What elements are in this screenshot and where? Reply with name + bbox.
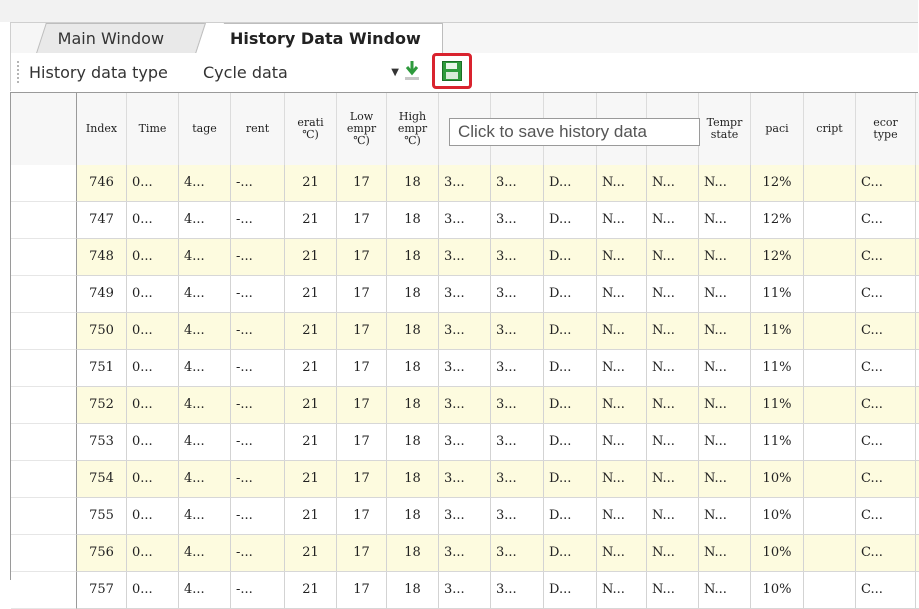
row-header[interactable] xyxy=(11,313,77,350)
table-cell xyxy=(804,202,856,238)
table-cell: 755 xyxy=(77,498,127,534)
row-cells xyxy=(77,461,919,498)
table-row[interactable] xyxy=(11,239,919,276)
row-header[interactable] xyxy=(11,424,77,461)
table-cell: 10% xyxy=(751,498,804,534)
table-cell: 3... xyxy=(491,498,544,534)
table-cell: D... xyxy=(544,239,597,275)
table-cell: 17 xyxy=(337,276,387,312)
table-cell: N... xyxy=(647,239,699,275)
table-cell: 0... xyxy=(127,202,179,238)
table-cell: D... xyxy=(544,572,597,608)
grid-corner xyxy=(11,93,77,165)
column-header[interactable]: erati ℃) xyxy=(285,93,337,165)
table-cell xyxy=(804,165,856,201)
table-cell: D... xyxy=(544,535,597,571)
table-cell: N... xyxy=(699,572,751,608)
table-cell: 3... xyxy=(491,572,544,608)
table-cell: 754 xyxy=(77,461,127,497)
table-cell: 0... xyxy=(127,387,179,423)
table-cell: 4... xyxy=(179,239,231,275)
save-button-highlight xyxy=(432,53,472,89)
table-cell: C... xyxy=(856,498,916,534)
table-cell: N... xyxy=(597,239,647,275)
table-cell: -... xyxy=(231,461,285,497)
history-data-type-value: Cycle data xyxy=(203,63,288,82)
table-cell: 17 xyxy=(337,535,387,571)
table-cell: N... xyxy=(597,165,647,201)
table-cell: N... xyxy=(699,202,751,238)
table-cell: 17 xyxy=(337,165,387,201)
table-cell: D... xyxy=(544,313,597,349)
table-cell: C... xyxy=(856,313,916,349)
row-cells xyxy=(77,202,919,239)
table-cell: 4... xyxy=(179,165,231,201)
table-cell: 18 xyxy=(387,572,439,608)
table-cell: 11% xyxy=(751,387,804,423)
table-cell: 4... xyxy=(179,387,231,423)
table-cell: 4... xyxy=(179,276,231,312)
table-cell: N... xyxy=(647,350,699,386)
table-cell: D... xyxy=(544,165,597,201)
table-cell: N... xyxy=(647,276,699,312)
row-header[interactable] xyxy=(11,165,77,202)
table-cell: 18 xyxy=(387,387,439,423)
table-cell: 18 xyxy=(387,276,439,312)
history-data-grid xyxy=(10,92,918,597)
table-row[interactable] xyxy=(11,387,919,424)
table-row[interactable] xyxy=(11,461,919,498)
table-cell: N... xyxy=(699,350,751,386)
window-top-strip xyxy=(0,0,918,22)
table-cell: 12% xyxy=(751,202,804,238)
table-cell: 0... xyxy=(127,498,179,534)
table-cell: N... xyxy=(597,498,647,534)
table-cell: 3... xyxy=(439,498,491,534)
toolbar-grip-handle[interactable] xyxy=(17,61,21,83)
table-cell xyxy=(804,239,856,275)
table-cell: 21 xyxy=(285,461,337,497)
table-cell: 3... xyxy=(439,202,491,238)
table-cell: -... xyxy=(231,202,285,238)
table-cell: 4... xyxy=(179,461,231,497)
table-cell: D... xyxy=(544,387,597,423)
table-cell: N... xyxy=(597,202,647,238)
table-cell: 3... xyxy=(439,461,491,497)
row-header[interactable] xyxy=(11,350,77,387)
table-cell: N... xyxy=(699,498,751,534)
table-cell: N... xyxy=(699,239,751,275)
table-cell: N... xyxy=(699,461,751,497)
row-header[interactable] xyxy=(11,239,77,276)
history-data-type-label: History data type xyxy=(29,63,168,82)
row-cells xyxy=(77,424,919,461)
table-cell: 18 xyxy=(387,424,439,460)
table-cell: 0... xyxy=(127,239,179,275)
table-cell: -... xyxy=(231,424,285,460)
table-cell: 11% xyxy=(751,424,804,460)
table-cell: N... xyxy=(647,498,699,534)
table-cell: 0... xyxy=(127,535,179,571)
row-header[interactable] xyxy=(11,498,77,535)
table-cell: 3... xyxy=(491,202,544,238)
row-cells xyxy=(77,239,919,276)
table-cell: 4... xyxy=(179,313,231,349)
table-cell: 17 xyxy=(337,313,387,349)
table-cell: 0... xyxy=(127,165,179,201)
table-cell: 17 xyxy=(337,498,387,534)
table-row[interactable] xyxy=(11,498,919,535)
column-header[interactable]: cript xyxy=(804,93,856,165)
table-cell: N... xyxy=(699,387,751,423)
table-cell: 21 xyxy=(285,387,337,423)
table-cell: N... xyxy=(699,535,751,571)
table-row[interactable] xyxy=(11,535,919,572)
table-cell: 4... xyxy=(179,202,231,238)
table-cell: D... xyxy=(544,202,597,238)
table-cell xyxy=(804,350,856,386)
table-cell: 0... xyxy=(127,572,179,608)
table-cell: N... xyxy=(647,572,699,608)
table-cell: 757 xyxy=(77,572,127,608)
column-header[interactable]: rent xyxy=(231,93,285,165)
table-cell: D... xyxy=(544,276,597,312)
table-cell: 21 xyxy=(285,572,337,608)
table-cell: 21 xyxy=(285,313,337,349)
table-cell: 3... xyxy=(491,535,544,571)
table-cell: 3... xyxy=(439,535,491,571)
table-cell: 18 xyxy=(387,535,439,571)
table-cell: -... xyxy=(231,350,285,386)
table-cell: N... xyxy=(647,535,699,571)
table-cell: N... xyxy=(699,424,751,460)
table-cell: 0... xyxy=(127,424,179,460)
table-cell: 18 xyxy=(387,313,439,349)
table-cell: 11% xyxy=(751,276,804,312)
tab-history-data-window[interactable] xyxy=(211,23,443,53)
table-cell: -... xyxy=(231,239,285,275)
row-cells xyxy=(77,387,919,424)
table-cell: 11% xyxy=(751,313,804,349)
table-cell: -... xyxy=(231,535,285,571)
table-cell: D... xyxy=(544,461,597,497)
table-cell: N... xyxy=(647,165,699,201)
row-header[interactable] xyxy=(11,202,77,239)
row-cells xyxy=(77,572,919,609)
table-cell: 21 xyxy=(285,535,337,571)
table-cell: 750 xyxy=(77,313,127,349)
row-cells xyxy=(77,535,919,572)
tab-main-window[interactable] xyxy=(36,23,206,53)
table-cell: C... xyxy=(856,165,916,201)
table-row[interactable] xyxy=(11,350,919,387)
table-cell: C... xyxy=(856,239,916,275)
table-cell: 3... xyxy=(491,165,544,201)
table-cell: 3... xyxy=(491,276,544,312)
table-cell: 753 xyxy=(77,424,127,460)
table-cell: C... xyxy=(856,350,916,386)
column-header[interactable]: Low empr ℃) xyxy=(337,93,387,165)
table-cell: D... xyxy=(544,350,597,386)
floppy-disk-save-icon[interactable] xyxy=(442,61,462,81)
row-header[interactable] xyxy=(11,387,77,424)
table-cell: 4... xyxy=(179,535,231,571)
table-cell: 746 xyxy=(77,165,127,201)
table-cell: N... xyxy=(597,572,647,608)
table-cell: 0... xyxy=(127,461,179,497)
tab-main-window-label: Main Window xyxy=(57,29,165,48)
table-cell: 752 xyxy=(77,387,127,423)
table-row[interactable] xyxy=(11,202,919,239)
table-cell xyxy=(804,387,856,423)
table-cell: 18 xyxy=(387,165,439,201)
table-cell: 3... xyxy=(439,313,491,349)
table-cell: 11% xyxy=(751,350,804,386)
table-cell: 17 xyxy=(337,461,387,497)
save-tooltip: Click to save history data xyxy=(449,118,700,146)
table-cell: C... xyxy=(856,202,916,238)
table-cell: N... xyxy=(597,350,647,386)
column-header[interactable]: ecor type xyxy=(856,93,916,165)
table-cell: 10% xyxy=(751,461,804,497)
column-header[interactable]: tage xyxy=(179,93,231,165)
table-cell: 747 xyxy=(77,202,127,238)
table-cell: 3... xyxy=(439,424,491,460)
table-cell: 3... xyxy=(491,313,544,349)
table-cell: 4... xyxy=(179,498,231,534)
table-cell: 4... xyxy=(179,424,231,460)
table-cell: -... xyxy=(231,387,285,423)
table-cell: 18 xyxy=(387,239,439,275)
table-cell: 17 xyxy=(337,202,387,238)
table-cell: N... xyxy=(647,387,699,423)
table-cell: -... xyxy=(231,313,285,349)
column-header[interactable]: High empr ℃) xyxy=(387,93,439,165)
column-header[interactable]: Tempr state xyxy=(699,93,751,165)
table-cell: C... xyxy=(856,424,916,460)
table-cell: N... xyxy=(647,424,699,460)
table-cell: C... xyxy=(856,276,916,312)
table-cell: 17 xyxy=(337,350,387,386)
table-cell: 3... xyxy=(491,350,544,386)
table-cell: -... xyxy=(231,165,285,201)
table-cell: N... xyxy=(597,276,647,312)
column-header[interactable]: Index xyxy=(77,93,127,165)
table-cell: 3... xyxy=(439,165,491,201)
table-row[interactable] xyxy=(11,424,919,461)
table-cell: 18 xyxy=(387,461,439,497)
table-cell: D... xyxy=(544,498,597,534)
table-cell: 749 xyxy=(77,276,127,312)
tab-history-data-window-label: History Data Window xyxy=(230,29,421,48)
table-cell: N... xyxy=(699,276,751,312)
table-cell: 21 xyxy=(285,165,337,201)
table-cell: N... xyxy=(647,202,699,238)
table-row[interactable] xyxy=(11,165,919,202)
table-cell: 12% xyxy=(751,239,804,275)
row-header[interactable] xyxy=(11,276,77,313)
table-cell: -... xyxy=(231,276,285,312)
table-cell xyxy=(804,276,856,312)
row-header[interactable] xyxy=(11,535,77,572)
column-header[interactable]: Time xyxy=(127,93,179,165)
table-cell: 3... xyxy=(491,424,544,460)
tab-bar xyxy=(10,22,918,53)
table-cell: 3... xyxy=(439,387,491,423)
table-cell xyxy=(804,535,856,571)
history-data-type-select[interactable] xyxy=(203,60,403,84)
table-cell xyxy=(804,461,856,497)
table-cell: 17 xyxy=(337,239,387,275)
table-row[interactable] xyxy=(11,572,919,609)
table-cell: 12% xyxy=(751,165,804,201)
table-cell: 751 xyxy=(77,350,127,386)
table-cell: 10% xyxy=(751,535,804,571)
table-cell: 748 xyxy=(77,239,127,275)
table-cell: 10% xyxy=(751,572,804,608)
table-cell: 4... xyxy=(179,572,231,608)
table-cell: 17 xyxy=(337,424,387,460)
table-row[interactable] xyxy=(11,313,919,350)
table-cell: 21 xyxy=(285,498,337,534)
table-cell xyxy=(804,424,856,460)
table-cell: C... xyxy=(856,535,916,571)
table-cell: 3... xyxy=(491,461,544,497)
toolbar xyxy=(10,53,918,91)
table-cell: N... xyxy=(647,461,699,497)
table-cell: 18 xyxy=(387,202,439,238)
table-cell: 0... xyxy=(127,313,179,349)
row-cells xyxy=(77,350,919,387)
table-cell: D... xyxy=(544,424,597,460)
table-cell xyxy=(804,313,856,349)
table-cell: 3... xyxy=(491,239,544,275)
table-cell: 17 xyxy=(337,572,387,608)
table-cell: 21 xyxy=(285,239,337,275)
table-cell: 0... xyxy=(127,350,179,386)
table-cell: 21 xyxy=(285,202,337,238)
table-cell: -... xyxy=(231,572,285,608)
column-header[interactable]: paci xyxy=(751,93,804,165)
table-cell: 21 xyxy=(285,276,337,312)
row-header[interactable] xyxy=(11,461,77,498)
row-cells xyxy=(77,165,919,202)
table-cell: 18 xyxy=(387,350,439,386)
table-cell: N... xyxy=(597,424,647,460)
table-cell: 3... xyxy=(439,276,491,312)
table-cell: C... xyxy=(856,572,916,608)
download-arrow-icon[interactable] xyxy=(404,60,420,82)
row-cells xyxy=(77,313,919,350)
row-header[interactable] xyxy=(11,572,77,609)
table-row[interactable] xyxy=(11,276,919,313)
table-cell: N... xyxy=(597,387,647,423)
table-cell: 3... xyxy=(491,387,544,423)
table-cell: N... xyxy=(699,165,751,201)
table-cell: 3... xyxy=(439,572,491,608)
row-cells xyxy=(77,276,919,313)
table-cell: N... xyxy=(597,535,647,571)
table-cell: N... xyxy=(597,313,647,349)
table-cell: 0... xyxy=(127,276,179,312)
table-cell: N... xyxy=(597,461,647,497)
table-cell: -... xyxy=(231,498,285,534)
table-cell: 4... xyxy=(179,350,231,386)
table-cell: 21 xyxy=(285,424,337,460)
table-cell: N... xyxy=(699,313,751,349)
table-cell: 3... xyxy=(439,239,491,275)
table-cell: 756 xyxy=(77,535,127,571)
row-cells xyxy=(77,498,919,535)
table-cell: 3... xyxy=(439,350,491,386)
table-cell: C... xyxy=(856,387,916,423)
table-cell xyxy=(804,498,856,534)
table-cell xyxy=(804,572,856,608)
table-cell: C... xyxy=(856,461,916,497)
table-cell: 21 xyxy=(285,350,337,386)
table-cell: N... xyxy=(647,313,699,349)
table-cell: 18 xyxy=(387,498,439,534)
table-cell: 17 xyxy=(337,387,387,423)
dropdown-arrow-icon[interactable]: ▼ xyxy=(391,67,399,78)
